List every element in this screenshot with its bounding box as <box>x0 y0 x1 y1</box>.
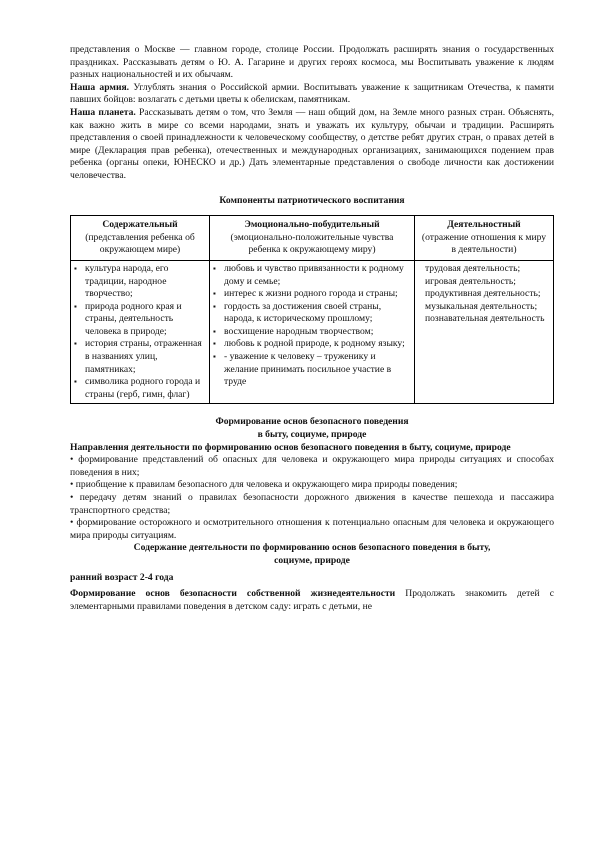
list-item: познавательная деятельность <box>425 313 545 325</box>
safety-title-line-2: в быту, социуме, природе <box>257 429 367 441</box>
last-paragraph-text: Продолжать знакомить детей с элементарными правилами поведения в детском саду: играть с детьми, не <box>70 588 554 612</box>
list-item: ▪ история страны, отраженная в названиях улиц, памятниках; <box>75 338 205 376</box>
list-item: продуктивная деятельность; <box>425 288 541 300</box>
intro-paragraph: представления о Москве — главном городе, столице России. Продолжать расширять знания о государственных праздниках. Рассказывать детям о Ю. А. Гагарине и других героях космоса, мы Воспитывать уважение к людям разных национальностей и их обычаям. <box>70 44 554 81</box>
army-text: Углублять знания о Российской армии. Воспитывать уважение к защитникам Отечества, к памяти павших бойцов: возлагать с детьми цветы к обелискам, памятникам. <box>70 81 554 106</box>
last-paragraph-heading: Формирование основ безопасности собственной жизнедеятельности <box>70 588 396 600</box>
planet-paragraph <box>70 107 554 183</box>
column-title: Деятельностный <box>447 219 521 231</box>
age-heading: ранний возраст 2-4 года <box>70 571 174 583</box>
safety-title-line-1: Формирование основ безопасного поведения <box>215 416 409 428</box>
army-heading: Наша армия. <box>70 81 130 93</box>
content-title-line-2: социуме, природе <box>274 554 350 566</box>
direction-item: • формирование осторожного и осмотрительного отношения к потенциально опасным для человека и окружающего мира природы ситуациям. <box>70 517 554 541</box>
column-subtitle: (эмоционально-положительные чувства ребенка к окружающему миру) <box>230 231 394 256</box>
components-table <box>70 215 554 404</box>
direction-item: • формирование представлений об опасных для человека и окружающего мира природы ситуациях и способах поведения в них; <box>70 454 554 478</box>
list-item: ▪ любовь и чувство привязанности к родному дому и семье; <box>214 263 410 288</box>
directions-heading: Направления деятельности по формированию основ безопасного поведения в быту, социуме, природе <box>70 441 511 453</box>
table-body-row <box>71 260 554 404</box>
column-subtitle: (представления ребенка об окружающем мире) <box>85 231 195 256</box>
table-title: Компоненты патриотического воспитания <box>219 194 405 206</box>
list-item: ▪ - уважение к человеку – труженику и желание принимать посильное участие в труде <box>214 351 410 389</box>
table-header-activity <box>415 216 554 261</box>
table-header-emotional <box>210 216 415 261</box>
table-cell-emotional <box>210 260 415 404</box>
content-title-line-1: Содержание деятельности по формированию основ безопасного поведения в быту, <box>133 542 491 554</box>
table-cell-activity <box>415 260 554 404</box>
list-item: игровая деятельность; <box>425 275 516 287</box>
list-item: ▪ любовь к родной природе, к родному языку; <box>214 338 410 351</box>
planet-text: Рассказывать детям о том, что Земля — наш общий дом, на Земле много разных стран. Объяснять, как важно жить в мире со всеми народами, знать и уважать их культуру, обычаи и традиции. Расширять представления о своей принадлежности к человеческому сообществу, о детстве ребят других стран, о правах детей в мире (Декларация прав ребенка), отечественных и международных организациях, занимающихся подением прав ребенка (органы опеки, ЮНЕСКО и др.) Дать элементарные представления о свободе личности как достижении человечества. <box>70 106 555 181</box>
list-item: ▪ природа родного края и страны, деятельность человека в природе; <box>75 301 205 339</box>
list-item: ▪ гордость за достижения своей страны, народа, к историческому прошлому; <box>214 301 410 326</box>
list-item: ▪ интерес к жизни родного города и страны; <box>214 288 410 301</box>
column-title: Содержательный <box>102 219 178 231</box>
document-page <box>70 44 554 613</box>
table-cell-content <box>71 260 210 404</box>
army-paragraph <box>70 82 554 107</box>
list-item: ▪ восхищение народным творчеством; <box>214 326 410 339</box>
list-item: ▪ символика родного города и страны (герб, гимн, флаг) <box>75 376 205 401</box>
direction-item: • передачу детям знаний о правилах безопасности дорожного движения в качестве пешехода и пассажира транспортного средства; <box>70 492 554 516</box>
direction-item: • приобщение к правилам безопасного для человека и окружающего мира природы поведения; <box>70 479 458 491</box>
list-item: трудовая деятельность; <box>425 262 521 274</box>
column-title: Эмоционально-побудительный <box>244 219 380 231</box>
table-header-content <box>71 216 210 261</box>
list-item: музыкальная деятельность; <box>425 300 538 312</box>
table-header-row <box>71 216 554 261</box>
column-subtitle: (отражение отношения к миру в деятельности) <box>421 231 547 256</box>
list-item: ▪ культура народа, его традиции, народное творчество; <box>75 263 205 301</box>
last-paragraph <box>70 588 554 613</box>
planet-heading: Наша планета. <box>70 106 136 118</box>
